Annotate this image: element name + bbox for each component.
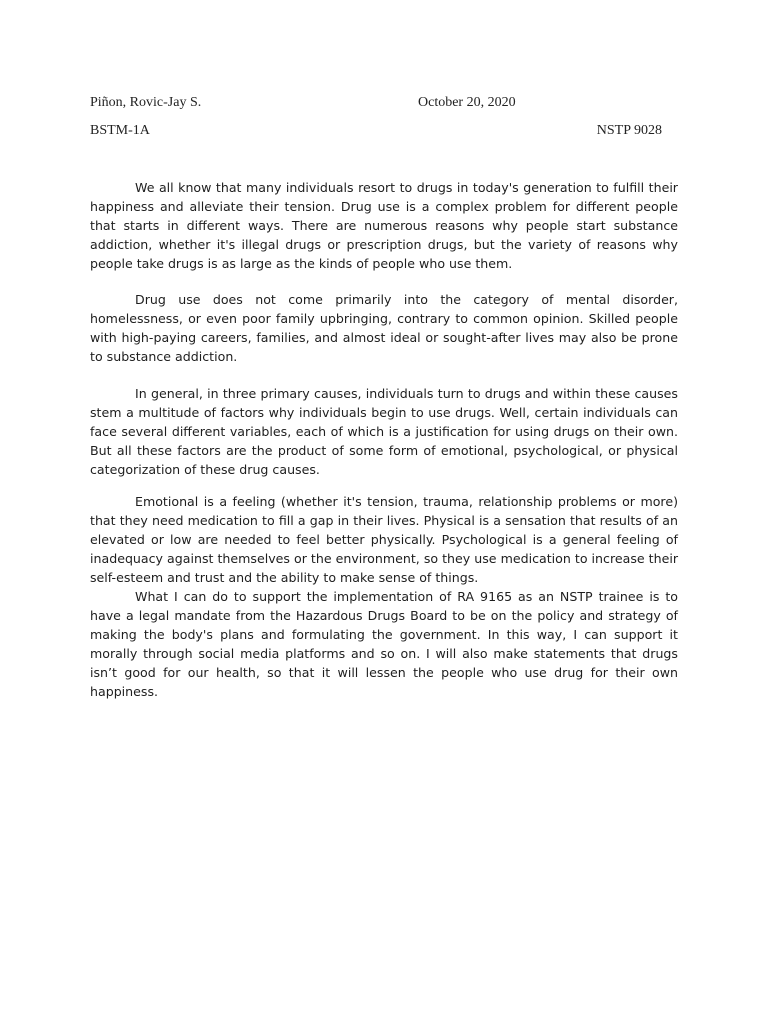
student-section: BSTM-1A [90, 123, 150, 138]
essay-body [90, 178, 678, 701]
document-date: October 20, 2020 [418, 95, 516, 110]
paragraph-emotional-physical-psychological: Emotional is a feeling (whether it's tension, trauma, relationship problems or more) that they need medication to fill a gap in their lives. Physical is a sensation that results of an elevated or low are needed to feel better physically. Psychological is a general feeling of inadequacy against themselves or the environment, so they use medication to increase their self-esteem and trust and the ability to make sense of things. [90, 494, 678, 585]
paragraph-intro: We all know that many individuals resort to drugs in today's generation to fulfill their happiness and alleviate their tension. Drug use is a complex problem for different people that starts in different ways. There are numerous reasons why people start substance addiction, whether it's illegal drugs or prescription drugs, but the variety of reasons why people take drugs is as large as the kinds of people who use them. [90, 180, 678, 271]
paragraph-drug-use-causes: Drug use does not come primarily into the category of mental disorder, homelessness, or even poor family upbringing, contrary to common opinion. Skilled people with high-paying careers, families, and almost ideal or sought-after lives may also be prone to substance addiction. [90, 292, 678, 364]
student-name: Piñon, Rovic-Jay S. [90, 95, 202, 110]
paragraph-three-causes: In general, in three primary causes, individuals turn to drugs and within these causes stem a multitude of factors why individuals begin to use drugs. Well, certain individuals can face several different variables, each of which is a justification for using drugs on their own. But all these factors are the product of some form of emotional, psychological, or physical categorization of these drug causes. [90, 386, 678, 477]
course-code: NSTP 9028 [596, 123, 662, 138]
paragraph-ra-9165-support: What I can do to support the implementation of RA 9165 as an NSTP trainee is to have a legal mandate from the Hazardous Drugs Board to be on the policy and strategy of making the body's plans and formulating the government. In this way, I can support it morally through social media platforms and so on. I will also make statements that drugs isn’t good for our health, so that it will lessen the people who use drug for their own happiness. [90, 589, 678, 699]
